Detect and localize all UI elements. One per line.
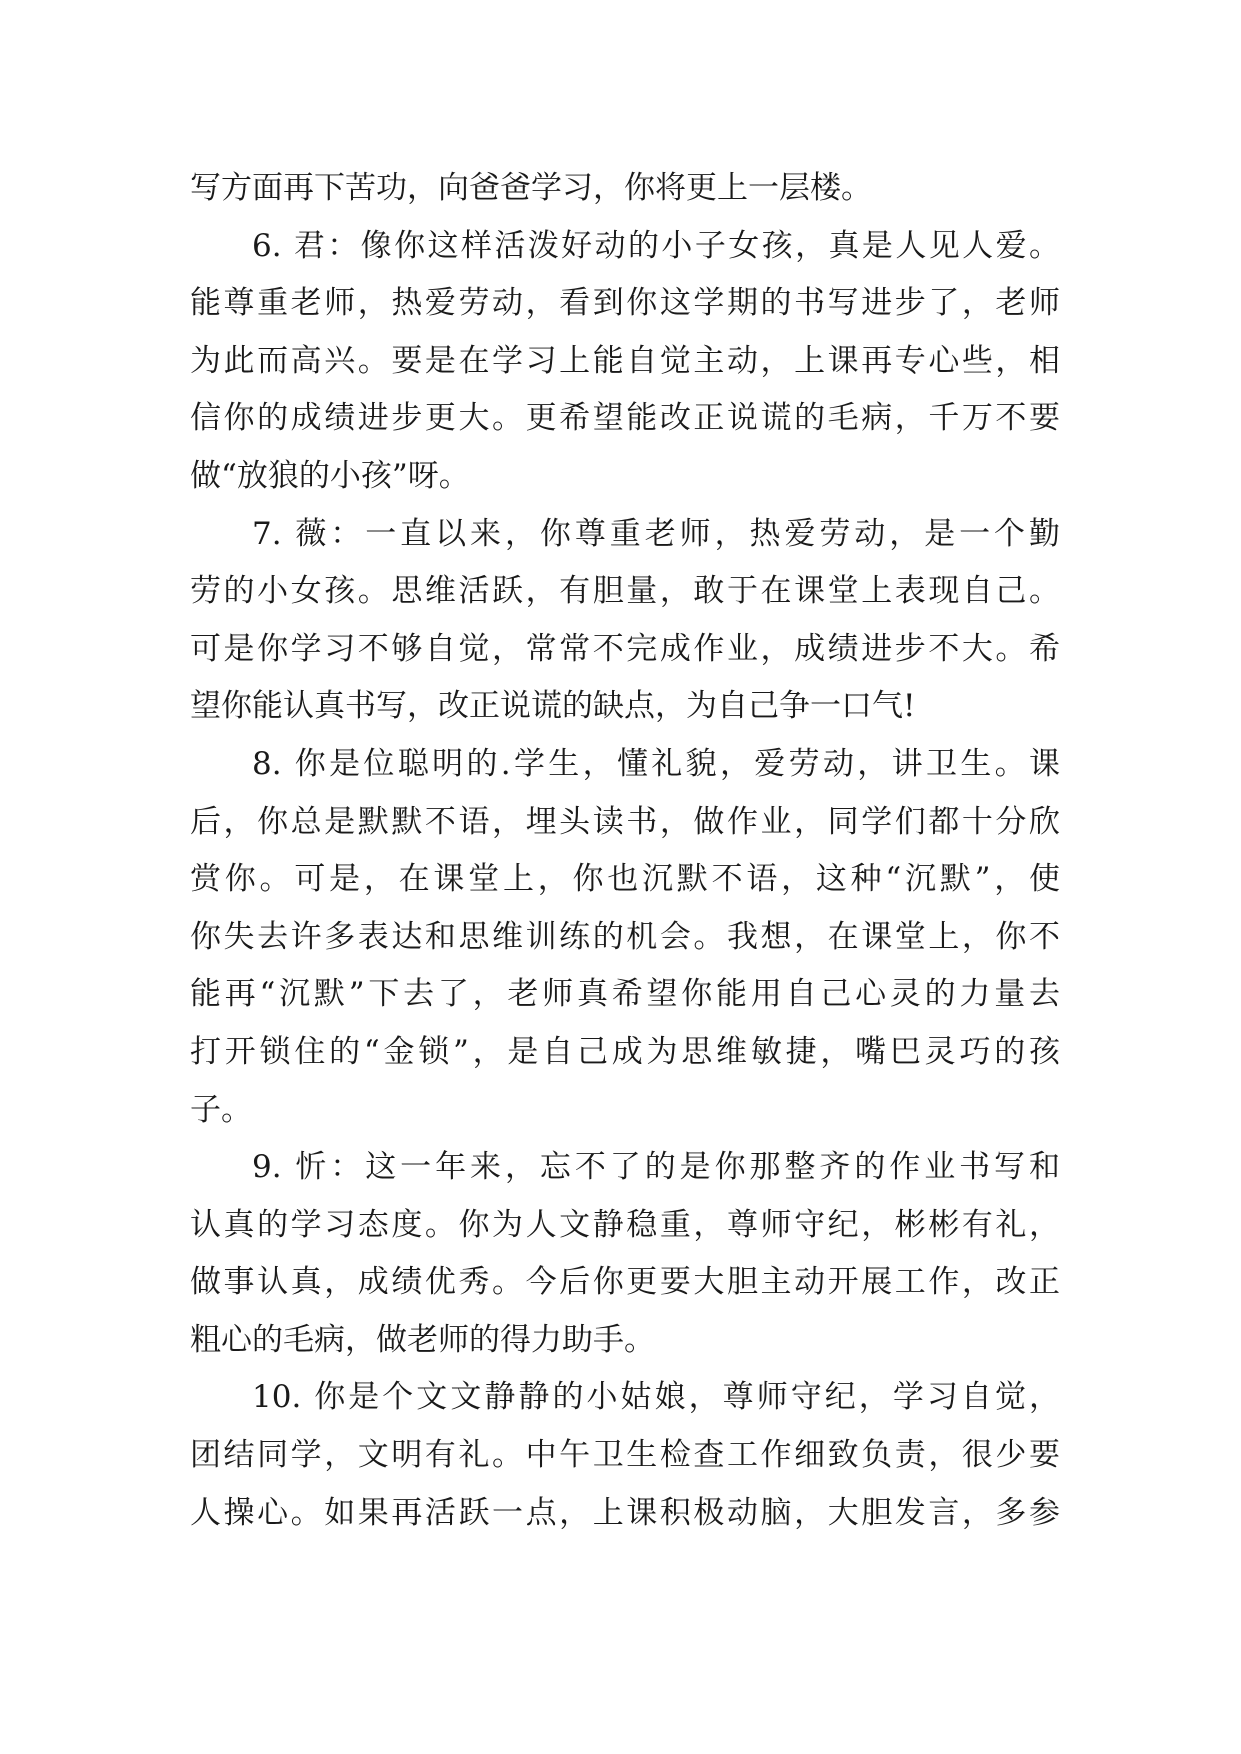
text-line: 做事认真，成绩优秀。今后你更要大胆主动开展工作，改正 <box>190 1264 1060 1301</box>
paragraph-first-line: 10. 你是个文文静静的小姑娘，尊师守纪，学习自觉， <box>252 1379 1060 1416</box>
text-line: 团结同学，文明有礼。中午卫生检查工作细致负责，很少要 <box>190 1437 1060 1474</box>
text-line: 信你的成绩进步更大。更希望能改正说谎的毛病，千万不要 <box>190 400 1060 437</box>
text-line: 能再“沉默”下去了，老师真希望你能用自己心灵的力量去 <box>190 976 1060 1013</box>
text-line: 子。 <box>190 1091 252 1128</box>
document-body <box>190 160 1060 1542</box>
text-line: 为此而高兴。要是在学习上能自觉主动，上课再专心些，相 <box>190 342 1060 379</box>
text-line: 望你能认真书写，改正说谎的缺点，为自己争一口气! <box>190 688 916 725</box>
text-line: 认真的学习态度。你为人文静稳重，尊师守纪，彬彬有礼， <box>190 1206 1060 1243</box>
text-line: 打开锁住的“金锁”，是自己成为思维敏捷，嘴巴灵巧的孩 <box>190 1033 1060 1070</box>
text-line: 写方面再下苦功，向爸爸学习，你将更上一层楼。 <box>190 170 872 206</box>
text-line: 能尊重老师，热爱劳动，看到你这学期的书写进步了，老师 <box>190 285 1060 322</box>
text-line: 人操心。如果再活跃一点，上课积极动脑，大胆发言，多参 <box>190 1494 1060 1531</box>
text-line: 你失去许多表达和思维训练的机会。我想，在课堂上，你不 <box>190 918 1060 955</box>
paragraph-first-line: 7. 薇：一直以来，你尊重老师，热爱劳动，是一个勤 <box>252 515 1060 552</box>
text-line: 做“放狼的小孩”呀。 <box>190 457 470 494</box>
paragraph-first-line: 9. 忻：这一年来，忘不了的是你那整齐的作业书写和 <box>252 1149 1060 1186</box>
text-line: 可是你学习不够自觉，常常不完成作业，成绩进步不大。希 <box>190 630 1060 667</box>
paragraph-first-line: 8. 你是位聪明的.学生，懂礼貌，爱劳动，讲卫生。课 <box>252 745 1060 782</box>
text-line: 赏你。可是，在课堂上，你也沉默不语，这种“沉默”，使 <box>190 861 1060 898</box>
paragraph-first-line: 6. 君：像你这样活泼好动的小子女孩，真是人见人爱。 <box>252 227 1060 264</box>
text-line: 粗心的毛病，做老师的得力助手。 <box>190 1321 655 1358</box>
text-line: 后，你总是默默不语，埋头读书，做作业，同学们都十分欣 <box>190 803 1060 840</box>
text-line: 劳的小女孩。思维活跃，有胆量，敢于在课堂上表现自己。 <box>190 573 1060 610</box>
